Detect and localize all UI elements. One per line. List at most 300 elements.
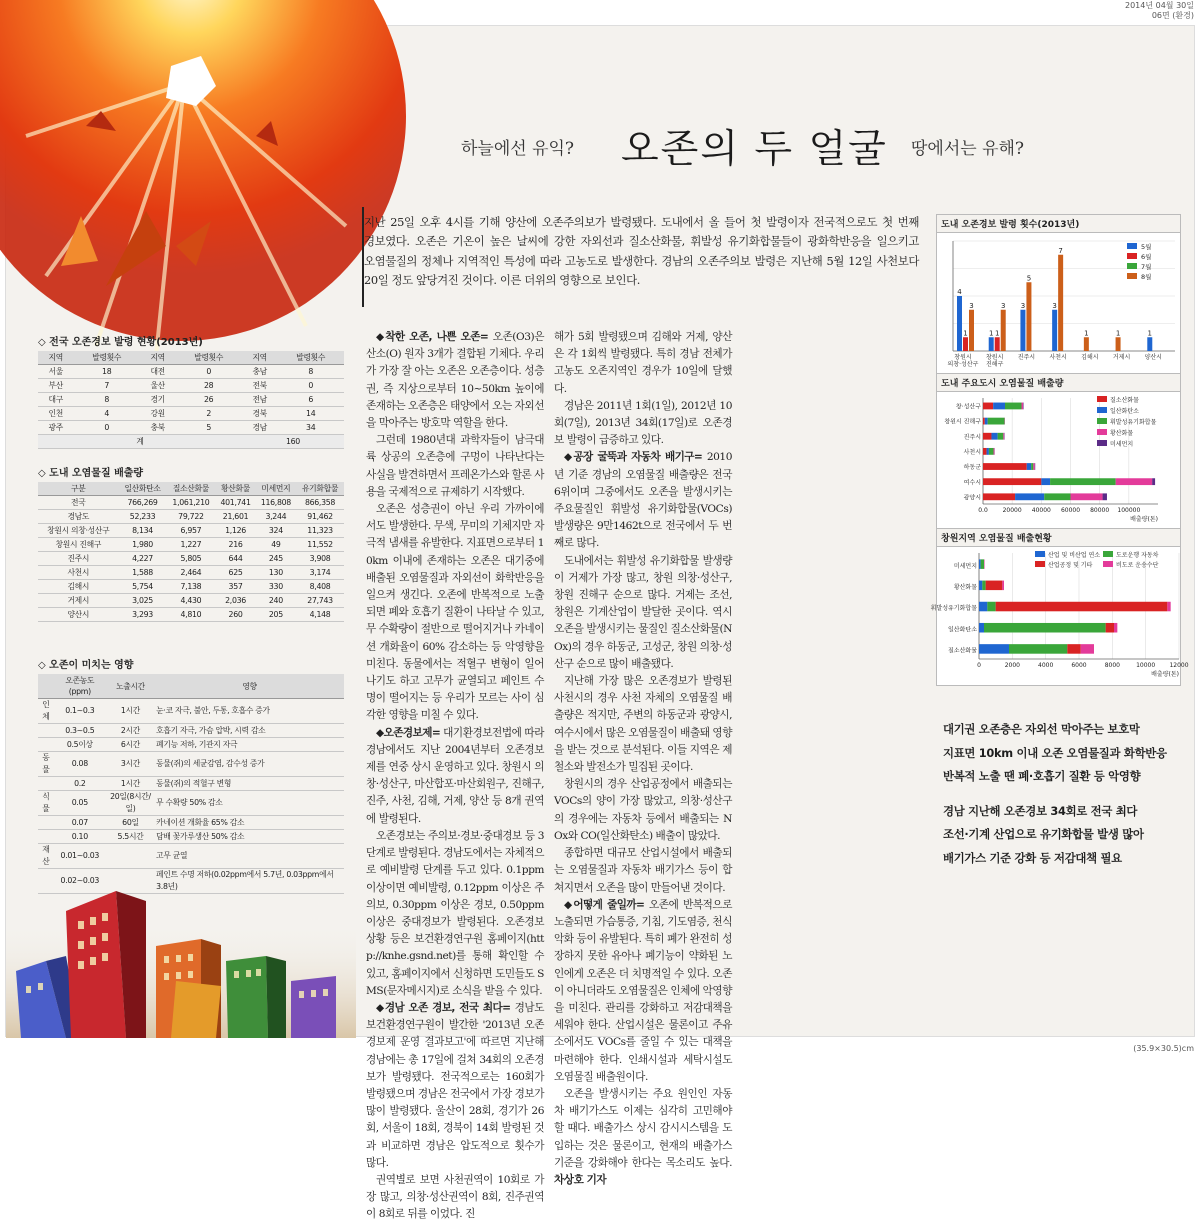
- table-cell: 1,061,210: [166, 496, 215, 510]
- table-cell: 116,808: [256, 496, 296, 510]
- tick-label: 2000: [1005, 662, 1020, 669]
- bar: [989, 337, 994, 351]
- headline-right: 땅에서는 유해?: [911, 134, 1024, 159]
- bar-segment: [987, 448, 989, 455]
- body-column-1: [366, 329, 544, 1224]
- summary-line: 경남 지난해 오존경보 34회로 전국 최다: [943, 800, 1178, 824]
- chart-city-emissions: [936, 373, 1181, 531]
- bar: [1020, 310, 1025, 351]
- legend-swatch: [1103, 551, 1113, 557]
- table-cell: 대구: [38, 393, 73, 407]
- table-cell: 2시간: [106, 724, 155, 738]
- bar: [957, 296, 962, 351]
- category-label: 일산화탄소: [948, 625, 977, 633]
- table-row: [38, 552, 344, 566]
- bar-segment: [1106, 623, 1114, 633]
- table-cell: 6시간: [106, 738, 155, 752]
- tick-label: 40000: [1032, 507, 1051, 514]
- table-cell: 전남: [242, 393, 277, 407]
- paragraph: [366, 432, 544, 501]
- bar: [1084, 337, 1089, 351]
- bar-segment: [982, 581, 985, 591]
- table-cell: 광주: [38, 421, 73, 435]
- legend-swatch: [1097, 407, 1107, 413]
- bar-segment: [1033, 463, 1034, 470]
- paragraph: [554, 845, 732, 897]
- table-cell: 창원시 진해구: [38, 538, 119, 552]
- table-cell: 401,741: [215, 496, 255, 510]
- table2-title: ◇ 도내 오염물질 배출량: [38, 464, 344, 479]
- table-cell: 766,269: [119, 496, 167, 510]
- paragraph: [366, 329, 544, 432]
- legend-label: 6월: [1141, 252, 1151, 261]
- dateline: [1125, 1, 1194, 21]
- table-row: [38, 365, 344, 379]
- bar-segment: [1071, 493, 1103, 500]
- table-row: [38, 791, 344, 816]
- paragraph-text: 오존을 발생시키는 주요 원인인 자동차 배기가스도 이제는 심각히 고민해야 할 때다. 배출가스 상시 감시시스템을 도입하는 것은 물론이고, 현재의 배출가스 기준을 강화해야 한다는 목소리도 높다.: [554, 1088, 732, 1169]
- bar-segment: [1116, 478, 1152, 485]
- paragraph-text: 2010년 기준 경남의 오염물질 배출량은 전국 6위이며 그중에서도 오존을 발생시키는 주요물질인 휘발성 유기화합물(VOCs) 발생량은 9만1462t으로 전국에서 두 번째로 많다.: [554, 451, 732, 549]
- table-header-cell: 질소산화물: [166, 482, 215, 496]
- bar-segment: [981, 559, 984, 569]
- bar-segment: [988, 418, 1005, 425]
- table-cell: 0.08: [54, 752, 106, 777]
- table-cell: 2,036: [215, 594, 255, 608]
- chart2-title: 도내 주요도시 오염물질 배출량: [937, 374, 1180, 392]
- table-cell: 카네이션 개화율 65% 감소: [155, 816, 344, 830]
- chart-changwon-emissions: [936, 528, 1181, 686]
- legend-swatch: [1127, 263, 1137, 269]
- bar-segment: [986, 581, 1003, 591]
- section-head: ◆경남 오존 경보, 전국 최다=: [376, 1002, 510, 1014]
- bar-value-label: 1: [963, 329, 967, 337]
- table-header-cell: 발령횟수: [73, 351, 140, 365]
- paragraph-text: 그런데 1980년대 과학자들이 남극대륙 상공의 오존층에 구멍이 나타난다는 사실을 발견하면서 프레온가스와 할론 사용을 국제적으로 규제하기 시작했다.: [366, 434, 544, 498]
- bar-segment: [987, 602, 995, 612]
- table-row: [38, 608, 344, 622]
- tick-label: 10000: [1136, 662, 1155, 669]
- table-cell: 324: [256, 524, 296, 538]
- table-cell: 경남도: [38, 510, 119, 524]
- bar: [963, 337, 968, 351]
- legend-swatch: [1127, 253, 1137, 259]
- table-cell: 91,462: [296, 510, 344, 524]
- bar-segment: [979, 559, 981, 569]
- tick-label: 20000: [1003, 507, 1022, 514]
- tick-label: 0: [977, 662, 981, 669]
- legend-swatch: [1127, 243, 1137, 249]
- table-cell: 3,293: [119, 608, 167, 622]
- table-cell: 11,552: [296, 538, 344, 552]
- table-cell: 5,805: [166, 552, 215, 566]
- ozone-effects-table: [38, 656, 344, 894]
- table-cell: 0: [277, 379, 344, 393]
- page-section: 06면 (환경): [1125, 11, 1194, 21]
- table-cell: [38, 738, 54, 752]
- table-cell: 1시간: [106, 777, 155, 791]
- category-label: 질소산화물: [948, 647, 977, 655]
- table-header-cell: 발령횟수: [175, 351, 242, 365]
- paragraph-text: 종합하면 대규모 산업시설에서 배출되는 오염물질과 자동차 배기가스 등이 합쳐지면서 오존을 많이 만들어낸 것이다.: [554, 847, 732, 893]
- paragraph-text: 경남도 보건환경연구원이 발간한 '2013년 오존경보제 운영 결과보고'에 따르면 지난해 경남에는 총 17일에 걸쳐 34회의 오존경보가 발령됐다. 전국적으로는 160회가 발령됐으며 경남은 전국에서 가장 경보가 많이 발령됐다. 울산이 28회, 경기가 26회, 서울이 18회, 경북이 14회 발령된 것과 비교하면 경남은 압도적으로 횟수가 많다.: [366, 1002, 544, 1169]
- bar-segment: [998, 433, 1004, 440]
- headline: [461, 118, 1061, 168]
- bar-segment: [979, 602, 987, 612]
- bar-value-label: 4: [957, 288, 962, 296]
- bar-segment: [1103, 493, 1107, 500]
- bar-segment: [989, 448, 994, 455]
- table-cell: 28: [175, 379, 242, 393]
- table-cell: 26: [175, 393, 242, 407]
- table-cell: 0: [175, 365, 242, 379]
- chart1-title: 도내 오존경보 발령 횟수(2013년): [937, 215, 1180, 233]
- bar-segment: [1015, 493, 1044, 500]
- bar-value-label: 1: [995, 329, 999, 337]
- table-cell: 8,134: [119, 524, 167, 538]
- bar-segment: [1114, 623, 1117, 633]
- table-cell: 울산: [140, 379, 175, 393]
- table-cell: 충북: [140, 421, 175, 435]
- legend-swatch: [1097, 440, 1107, 446]
- table-cell: 전북: [242, 379, 277, 393]
- table-header-cell: 영향: [155, 674, 344, 699]
- table-row: [38, 379, 344, 393]
- legend-label: 비도로 운송수단: [1116, 561, 1159, 569]
- table-row: [38, 699, 344, 724]
- table-cell: 0.2: [54, 777, 106, 791]
- x-axis-label: 배출량(톤): [1130, 515, 1158, 523]
- bar-value-label: 3: [969, 302, 973, 310]
- paragraph: [554, 673, 732, 776]
- table-cell: 4,227: [119, 552, 167, 566]
- bar-segment: [979, 644, 1009, 654]
- table-cell: 사천시: [38, 566, 119, 580]
- table-cell: 14: [277, 407, 344, 421]
- bar-value-label: 3: [1021, 302, 1025, 310]
- category-label: 창·성산구: [956, 403, 981, 411]
- legend-swatch: [1035, 551, 1045, 557]
- table-cell: 644: [215, 552, 255, 566]
- tick-label: 12000: [1169, 662, 1188, 669]
- table-cell: [38, 777, 54, 791]
- bar-value-label: 3: [1052, 302, 1056, 310]
- table-cell: 1,227: [166, 538, 215, 552]
- bar-segment: [991, 433, 997, 440]
- bar-segment: [979, 581, 982, 591]
- section-head: ◆공장 굴뚝과 자동차 배기구=: [564, 451, 702, 463]
- table-row: [38, 580, 344, 594]
- bar-segment: [983, 463, 1027, 470]
- paragraph: [554, 329, 732, 398]
- paragraph-text: 오존경보는 주의보·경보·중대경보 등 3단계로 발령된다. 경남도에서는 자체적으로 예비발령 단계를 두고 있다. 0.1ppm 이상이면 예비발령, 0.12ppm 이상은 주의보, 0.30ppm 이상은 경보, 0.50ppm 이상은 중대경보가 발령된다. 오존경보 상황 등은 보건환경연구원 홈페이지(http://knhe.gsnd.net)를 통해 확인할 수 있고, 홈페이지에서 신청하면 도민들도 SMS(문자메시지)로 소식을 받을 수 있다.: [366, 830, 544, 997]
- table-cell: 경기: [140, 393, 175, 407]
- table-row: [38, 777, 344, 791]
- table-cell: 5: [175, 421, 242, 435]
- bar-value-label: 3: [1001, 302, 1005, 310]
- chart-alerts-by-region: [936, 214, 1181, 377]
- legend-label: 도로운행 자동차: [1116, 551, 1159, 559]
- bar-segment: [984, 623, 1106, 633]
- summary-line: 반복적 노출 땐 폐·호흡기 질환 등 악영향: [943, 765, 1178, 789]
- category-label: 거제시: [1113, 353, 1130, 361]
- tick-label: 4000: [1038, 662, 1053, 669]
- legend-label: 황산화물: [1110, 429, 1133, 437]
- paragraph: [366, 1172, 544, 1224]
- table-cell: 0.5이상: [54, 738, 106, 752]
- table-cell: 205: [256, 608, 296, 622]
- section-head: ◆어떻게 줄일까=: [564, 899, 644, 911]
- table-cell: 6,957: [166, 524, 215, 538]
- bar-segment: [1022, 403, 1024, 410]
- bar: [1116, 337, 1121, 351]
- table-cell: 강원: [140, 407, 175, 421]
- table-cell: 서울: [38, 365, 73, 379]
- table-cell: [38, 816, 54, 830]
- bar: [995, 337, 1000, 351]
- table-header-cell: 노출시간: [106, 674, 155, 699]
- category-label: 여수시: [964, 478, 981, 486]
- category-label: 황산화물: [954, 583, 977, 591]
- table-header-cell: 지역: [38, 351, 73, 365]
- table-cell: 무 수확량 50% 감소: [155, 791, 344, 816]
- table-header-cell: 발령횟수: [277, 351, 344, 365]
- table-cell: 0.05: [54, 791, 106, 816]
- bar-segment: [979, 623, 984, 633]
- lead-paragraph: 지난 25일 오후 4시를 기해 양산에 오존주의보가 발령됐다. 도내에서 올 들어 첫 발령이자 전국적으로도 첫 번째 경보였다. 오존은 기온이 높은 날씨에 강한 자외선과 질소산화물, 휘발성 유기화합물들이 광화학반응을 일으키고 오염물질의 정체나 지역적인 특성에 따라 고농도로 발생한다. 경남의 오존주의보 발령은 지난해 5월 12일 사천보다 20일 정도 앞당겨진 것이다. 이른 더위의 영향으로 보인다.: [364, 213, 919, 290]
- bar-segment: [985, 418, 988, 425]
- table-cell: 동물: [38, 752, 54, 777]
- table-cell: 눈·코 자극, 불안, 두통, 호흡수 증가: [155, 699, 344, 724]
- table-row: [38, 407, 344, 421]
- body-column-2: [554, 329, 732, 1189]
- legend-swatch: [1097, 396, 1107, 402]
- table-cell: 330: [256, 580, 296, 594]
- bar-segment: [983, 448, 987, 455]
- category-label: 휘발성유기화합물: [931, 604, 978, 612]
- paragraph: [554, 776, 732, 845]
- tick-label: 80000: [1090, 507, 1109, 514]
- legend-swatch: [1097, 429, 1107, 435]
- table-cell: 0.02~0.03: [54, 869, 106, 894]
- category-label: 양산시: [1145, 353, 1162, 361]
- table-cell: 부산: [38, 379, 73, 393]
- category-label: 창원시: [954, 353, 971, 361]
- bar-segment: [1005, 403, 1022, 410]
- table-row: [38, 816, 344, 830]
- table-cell: 3,908: [296, 552, 344, 566]
- table-cell: 동물(쥐)의 세균감염, 감수성 증가: [155, 752, 344, 777]
- table-cell: 7: [73, 379, 140, 393]
- bar-value-label: 1: [1116, 329, 1120, 337]
- bar-segment: [1067, 644, 1080, 654]
- table-cell: 27,743: [296, 594, 344, 608]
- table-row: [38, 421, 344, 435]
- paragraph: [366, 725, 544, 828]
- table-cell: 경북: [242, 407, 277, 421]
- table-cell: 21,601: [215, 510, 255, 524]
- paragraph: [554, 398, 732, 450]
- bar: [1058, 255, 1063, 351]
- table-row: [38, 524, 344, 538]
- table-cell: 3시간: [106, 752, 155, 777]
- paragraph: [366, 828, 544, 1000]
- table-cell: 폐기능 저하, 기관지 자극: [155, 738, 344, 752]
- bar-segment: [994, 448, 995, 455]
- bar-value-label: 1: [989, 329, 993, 337]
- table1-title: ◇ 전국 오존경보 발령 현황(2013년): [38, 333, 344, 348]
- table-row: [38, 752, 344, 777]
- table2: [38, 482, 344, 622]
- emission-table: [38, 464, 344, 622]
- table-cell: 18: [73, 365, 140, 379]
- category-label: 사천시: [1049, 353, 1066, 361]
- table-cell: 0: [73, 421, 140, 435]
- bar-segment: [996, 602, 1168, 612]
- table-cell: 담배 꽃가루생산 50% 감소: [155, 830, 344, 844]
- bar-segment: [1031, 463, 1033, 470]
- paragraph-text: 오존(O3)은 산소(O) 원자 3개가 결합된 기체다. 우리가 가장 잘 아는 오존은 오존층이다. 성층권, 즉 지상으로부터 10~50km 높이에 존재하는 오존층은 태양에서 오는 자외선을 막아주는 방호막 역할을 한다.: [366, 331, 544, 429]
- bar-segment: [983, 418, 985, 425]
- bar-segment: [1003, 433, 1004, 440]
- table-cell: 240: [256, 594, 296, 608]
- table-cell: 4,148: [296, 608, 344, 622]
- table-cell: 130: [256, 566, 296, 580]
- table-cell: 고무 균열: [155, 844, 344, 869]
- table-cell: 52,233: [119, 510, 167, 524]
- legend-label: 8월: [1141, 272, 1151, 281]
- bar: [1147, 337, 1152, 351]
- table-cell: 1,126: [215, 524, 255, 538]
- table-header-cell: 황산화물: [215, 482, 255, 496]
- paragraph-text: 지난해 가장 많은 오존경보가 발령된 사천시의 경우 사천 자체의 오염물질 배출량은 적지만, 주변의 하동군과 광양시, 여수시에서 많은 오염물질이 배출돼 영향을 받는 것으로 분석된다. 이들 지역은 제철소와 발전소가 밀집된 곳이다.: [554, 675, 732, 773]
- table-cell: 7,138: [166, 580, 215, 594]
- bar: [1052, 310, 1057, 351]
- table-cell: 진주시: [38, 552, 119, 566]
- legend-label: 산업 및 비산업 연소: [1048, 551, 1100, 559]
- bar: [969, 310, 974, 351]
- table-row: [38, 538, 344, 552]
- table-cell: 창원시 의창·성산구: [38, 524, 119, 538]
- bar: [1001, 310, 1006, 351]
- table-cell: 60일: [106, 816, 155, 830]
- table-cell: 4,810: [166, 608, 215, 622]
- bar-segment: [1050, 478, 1116, 485]
- table-cell: 1,588: [119, 566, 167, 580]
- table-cell: 0.10: [54, 830, 106, 844]
- legend-label: 7월: [1141, 262, 1151, 271]
- paragraph-text: 해가 5회 발령됐으며 김해와 거제, 양산은 각 1회씩 발령됐다. 특히 경남 전체가 고농도 오존지역인 경우가 10일에 달했다.: [554, 331, 732, 395]
- bar-segment: [983, 433, 991, 440]
- bar-segment: [1002, 581, 1004, 591]
- summary-line: 조선·기계 산업으로 유기화합물 발생 많아: [943, 823, 1178, 847]
- table-cell: 6: [277, 393, 344, 407]
- bar-segment: [1041, 478, 1050, 485]
- table-cell: 2,464: [166, 566, 215, 580]
- paragraph-text: 오존에 반복적으로 노출되면 가슴통증, 기침, 기도염증, 천식 악화 등이 유발된다. 특히 폐가 완전히 성장하지 못한 유아나 폐기능이 약화된 노인에게 오존은 더 치명적일 수 있다. 오존이 아니더라도 오염물질은 인체에 악영향을 미친다. 관리를 강화하고 저감대책을 세워야 한다. 산업시설은 물론이고 주유소에서도 VOCs를 줄일 수 있는 대책을 마련해야 한다. 인쇄시설과 세탁시설도 오염물질 배출원이다.: [554, 899, 732, 1083]
- legend-label: 산업공정 및 기타: [1048, 561, 1093, 569]
- table-cell: 인체: [38, 699, 54, 724]
- table-cell: 866,358: [296, 496, 344, 510]
- section-head: ◆착한 오존, 나쁜 오존=: [376, 331, 488, 343]
- alert-status-table: [38, 333, 344, 449]
- table-row: [38, 830, 344, 844]
- table-cell: 260: [215, 608, 255, 622]
- table-row: [38, 738, 344, 752]
- table-cell: 216: [215, 538, 255, 552]
- table3-title: ◇ 오존이 미치는 영향: [38, 656, 344, 671]
- paragraph: [366, 501, 544, 725]
- chart3-title: 창원지역 오염물질 배출현황: [937, 529, 1180, 547]
- category-label: 사천시: [964, 448, 981, 456]
- headline-left: 하늘에선 유익?: [461, 134, 574, 159]
- table-cell: 페인트 수명 저하(0.02ppm에서 5.7년, 0.03ppm에서 3.8년): [155, 869, 344, 894]
- table-row: [38, 496, 344, 510]
- headline-main: 오존의 두 얼굴: [621, 118, 888, 174]
- table-row: [38, 566, 344, 580]
- paragraph: [554, 1086, 732, 1189]
- bar-segment: [1044, 493, 1070, 500]
- paragraph: [366, 1000, 544, 1172]
- bar-segment: [1027, 463, 1031, 470]
- summary-line: 대기권 오존층은 자외선 막아주는 보호막: [943, 718, 1178, 742]
- table-cell: 79,722: [166, 510, 215, 524]
- paragraph-text: 경남은 2011년 1회(1일), 2012년 10회(7일), 2013년 34회(17일)로 오존경보 발령이 급증하고 있다.: [554, 400, 732, 446]
- table-header-cell: [38, 674, 54, 699]
- table-cell: 0.07: [54, 816, 106, 830]
- total-label: 계: [38, 435, 242, 449]
- table-cell: 625: [215, 566, 255, 580]
- tick-label: 8000: [1105, 662, 1120, 669]
- table-total-row: [38, 435, 344, 449]
- legend-label: 질소산화물: [1110, 396, 1139, 404]
- table-cell: 8: [277, 365, 344, 379]
- paragraph: [554, 553, 732, 673]
- table-cell: 식물: [38, 791, 54, 816]
- chart2-plot: [937, 392, 1180, 530]
- table-cell: 양산시: [38, 608, 119, 622]
- table-header-cell: 구분: [38, 482, 119, 496]
- bar-segment: [983, 403, 993, 410]
- table-cell: 20일(8시간/일): [106, 791, 155, 816]
- category-label: 진주시: [964, 433, 981, 441]
- category-label: 의창·성산구: [948, 360, 979, 368]
- table-row: [38, 510, 344, 524]
- city-illustration: [6, 861, 356, 1038]
- bar-segment: [1081, 644, 1094, 654]
- tick-label: 6000: [1071, 662, 1086, 669]
- table-cell: 34: [277, 421, 344, 435]
- summary-line: 배기가스 기준 강화 등 저감대책 필요: [943, 847, 1178, 871]
- table-cell: 245: [256, 552, 296, 566]
- legend-label: 5월: [1141, 242, 1151, 251]
- bar-value-label: 5: [1027, 274, 1031, 282]
- table-cell: 8: [73, 393, 140, 407]
- table-cell: 1시간: [106, 699, 155, 724]
- table-cell: 5,754: [119, 580, 167, 594]
- legend-label: 일산화탄소: [1110, 407, 1139, 415]
- table-cell: 11,323: [296, 524, 344, 538]
- tick-label: 0.0: [978, 507, 988, 514]
- paragraph-text: 권역별로 보면 사천권역이 10회로 가장 많고, 의창·성산권역이 8회, 진주권역이 8회로 뒤를 이었다. 진: [366, 1174, 544, 1220]
- table-row: [38, 594, 344, 608]
- table-row: [38, 724, 344, 738]
- table-cell: 0.1~0.3: [54, 699, 106, 724]
- paragraph: [554, 897, 732, 1086]
- table-cell: [38, 830, 54, 844]
- table-cell: 전국: [38, 496, 119, 510]
- table-header-cell: 오존농도(ppm): [54, 674, 106, 699]
